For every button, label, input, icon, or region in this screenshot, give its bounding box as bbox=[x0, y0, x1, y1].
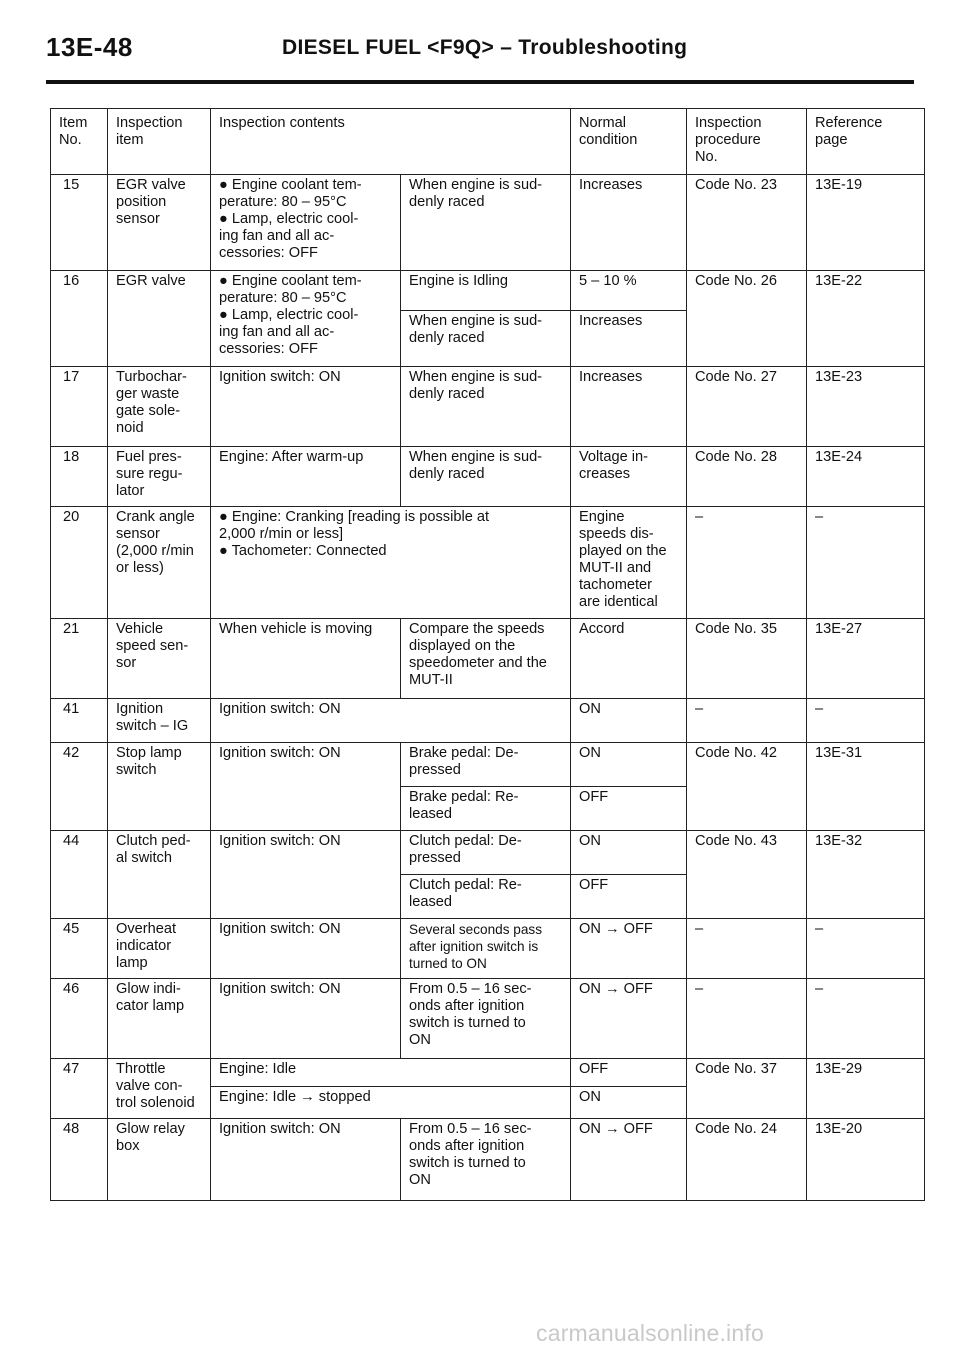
inspection-subcondition: When engine is sud- denly raced bbox=[401, 175, 571, 271]
procedure-code: Code No. 27 bbox=[687, 367, 807, 447]
procedure-code: – bbox=[687, 507, 807, 619]
table-row bbox=[51, 619, 925, 699]
inspection-condition: ● Engine: Cranking [reading is possible at 2,000 r/min or less] ● Tachometer: Connected bbox=[211, 507, 571, 619]
procedure-code: – bbox=[687, 979, 807, 1059]
normal-condition: ON bbox=[571, 699, 687, 743]
normal-condition: Increases bbox=[571, 311, 687, 367]
inspection-condition: Ignition switch: ON bbox=[211, 699, 571, 743]
inspection-subcondition: From 0.5 – 16 sec- onds after ignition switch is turned to ON bbox=[401, 979, 571, 1059]
col-normal-condition: Normal condition bbox=[571, 109, 687, 175]
item-no: 17 bbox=[51, 367, 108, 447]
table-row bbox=[51, 699, 925, 743]
page-title: DIESEL FUEL <F9Q> – Troubleshooting bbox=[282, 36, 688, 59]
inspection-condition: Ignition switch: ON bbox=[211, 743, 401, 831]
inspection-subcondition: When engine is sud- denly raced bbox=[401, 367, 571, 447]
inspection-subcondition: Several seconds pass after ignition switch is turned to ON bbox=[401, 919, 571, 979]
inspection-subcondition: Clutch pedal: Re- leased bbox=[401, 875, 571, 919]
inspection-condition: Engine: Idle bbox=[211, 1059, 571, 1087]
table-row bbox=[51, 1059, 925, 1087]
inspection-item: Throttle valve con- trol solenoid bbox=[108, 1059, 211, 1119]
table-row bbox=[51, 507, 925, 619]
normal-condition: Increases bbox=[571, 367, 687, 447]
procedure-code: Code No. 26 bbox=[687, 271, 807, 367]
inspection-condition: ● Engine coolant tem- perature: 80 – 95°C ● Lamp, electric cool- ing fan and all ac- cessories: OFF bbox=[211, 271, 401, 367]
item-no: 21 bbox=[51, 619, 108, 699]
reference-page: 13E-23 bbox=[807, 367, 925, 447]
inspection-condition: Engine: Idle → stopped bbox=[211, 1087, 571, 1119]
normal-condition: Increases bbox=[571, 175, 687, 271]
item-no: 15 bbox=[51, 175, 108, 271]
procedure-code: Code No. 23 bbox=[687, 175, 807, 271]
inspection-subcondition: When engine is sud- denly raced bbox=[401, 311, 571, 367]
table-row bbox=[51, 1119, 925, 1201]
inspection-item: Vehicle speed sen- sor bbox=[108, 619, 211, 699]
item-no: 20 bbox=[51, 507, 108, 619]
col-item-no: Item No. bbox=[51, 109, 108, 175]
table-row bbox=[51, 175, 925, 271]
col-inspection-item: Inspection item bbox=[108, 109, 211, 175]
reference-page: – bbox=[807, 507, 925, 619]
table-row bbox=[51, 447, 925, 507]
table-row bbox=[51, 919, 925, 979]
reference-page: 13E-27 bbox=[807, 619, 925, 699]
normal-condition: OFF bbox=[571, 787, 687, 831]
inspection-condition: Ignition switch: ON bbox=[211, 831, 401, 919]
procedure-code: Code No. 42 bbox=[687, 743, 807, 831]
table-row bbox=[51, 743, 925, 787]
procedure-code: – bbox=[687, 919, 807, 979]
reference-page: 13E-24 bbox=[807, 447, 925, 507]
normal-condition: Voltage in- creases bbox=[571, 447, 687, 507]
inspection-item: Glow relay box bbox=[108, 1119, 211, 1201]
item-no: 42 bbox=[51, 743, 108, 831]
normal-condition: 5 – 10 % bbox=[571, 271, 687, 311]
normal-condition: ON bbox=[571, 831, 687, 875]
table-row bbox=[51, 271, 925, 311]
reference-page: – bbox=[807, 919, 925, 979]
inspection-item: Turbochar- ger waste gate sole- noid bbox=[108, 367, 211, 447]
inspection-item: Glow indi- cator lamp bbox=[108, 979, 211, 1059]
item-no: 16 bbox=[51, 271, 108, 367]
procedure-code: Code No. 28 bbox=[687, 447, 807, 507]
normal-condition: ON → OFF bbox=[571, 979, 687, 1059]
reference-page: 13E-22 bbox=[807, 271, 925, 367]
table-row bbox=[51, 831, 925, 875]
inspection-subcondition: Clutch pedal: De- pressed bbox=[401, 831, 571, 875]
procedure-code: Code No. 37 bbox=[687, 1059, 807, 1119]
reference-page: – bbox=[807, 699, 925, 743]
item-no: 41 bbox=[51, 699, 108, 743]
page-header bbox=[46, 26, 914, 86]
procedure-code: – bbox=[687, 699, 807, 743]
inspection-condition: ● Engine coolant tem- perature: 80 – 95°C ● Lamp, electric cool- ing fan and all ac- cessories: OFF bbox=[211, 175, 401, 271]
table-header-row bbox=[51, 109, 925, 175]
inspection-item: Fuel pres- sure regu- lator bbox=[108, 447, 211, 507]
procedure-code: Code No. 43 bbox=[687, 831, 807, 919]
inspection-condition: When vehicle is moving bbox=[211, 619, 401, 699]
watermark: carmanualsonline.info bbox=[536, 1320, 764, 1346]
inspection-subcondition: Engine is Idling bbox=[401, 271, 571, 311]
table-row bbox=[51, 367, 925, 447]
page-number: 13E-48 bbox=[46, 32, 133, 62]
item-no: 18 bbox=[51, 447, 108, 507]
normal-condition: OFF bbox=[571, 1059, 687, 1087]
item-no: 45 bbox=[51, 919, 108, 979]
inspection-subcondition: Compare the speeds displayed on the speedometer and the MUT-II bbox=[401, 619, 571, 699]
normal-condition: Engine speeds dis- played on the MUT-II and tachometer are identical bbox=[571, 507, 687, 619]
inspection-subcondition: When engine is sud- denly raced bbox=[401, 447, 571, 507]
procedure-code: Code No. 24 bbox=[687, 1119, 807, 1201]
item-no: 44 bbox=[51, 831, 108, 919]
col-inspection-contents: Inspection contents bbox=[211, 109, 571, 175]
inspection-item: Overheat indicator lamp bbox=[108, 919, 211, 979]
inspection-item: Clutch ped- al switch bbox=[108, 831, 211, 919]
item-no: 47 bbox=[51, 1059, 108, 1119]
inspection-condition: Engine: After warm-up bbox=[211, 447, 401, 507]
header-rule bbox=[46, 80, 914, 84]
reference-page: – bbox=[807, 979, 925, 1059]
normal-condition: ON bbox=[571, 743, 687, 787]
inspection-item: EGR valve position sensor bbox=[108, 175, 211, 271]
inspection-condition: Ignition switch: ON bbox=[211, 367, 401, 447]
troubleshooting-table bbox=[50, 108, 925, 1201]
inspection-item: Crank angle sensor (2,000 r/min or less) bbox=[108, 507, 211, 619]
inspection-condition: Ignition switch: ON bbox=[211, 979, 401, 1059]
normal-condition: ON → OFF bbox=[571, 919, 687, 979]
item-no: 48 bbox=[51, 1119, 108, 1201]
reference-page: 13E-32 bbox=[807, 831, 925, 919]
inspection-subcondition: Brake pedal: De- pressed bbox=[401, 743, 571, 787]
inspection-item: Ignition switch – IG bbox=[108, 699, 211, 743]
reference-page: 13E-20 bbox=[807, 1119, 925, 1201]
inspection-item: Stop lamp switch bbox=[108, 743, 211, 831]
normal-condition: Accord bbox=[571, 619, 687, 699]
inspection-condition: Ignition switch: ON bbox=[211, 919, 401, 979]
reference-page: 13E-31 bbox=[807, 743, 925, 831]
col-reference: Reference page bbox=[807, 109, 925, 175]
normal-condition: OFF bbox=[571, 875, 687, 919]
procedure-code: Code No. 35 bbox=[687, 619, 807, 699]
inspection-subcondition: Brake pedal: Re- leased bbox=[401, 787, 571, 831]
item-no: 46 bbox=[51, 979, 108, 1059]
normal-condition: ON → OFF bbox=[571, 1119, 687, 1201]
reference-page: 13E-19 bbox=[807, 175, 925, 271]
inspection-condition: Ignition switch: ON bbox=[211, 1119, 401, 1201]
reference-page: 13E-29 bbox=[807, 1059, 925, 1119]
inspection-item: EGR valve bbox=[108, 271, 211, 367]
col-procedure: Inspection procedure No. bbox=[687, 109, 807, 175]
table-row bbox=[51, 979, 925, 1059]
inspection-subcondition: From 0.5 – 16 sec- onds after ignition switch is turned to ON bbox=[401, 1119, 571, 1201]
normal-condition: ON bbox=[571, 1087, 687, 1119]
